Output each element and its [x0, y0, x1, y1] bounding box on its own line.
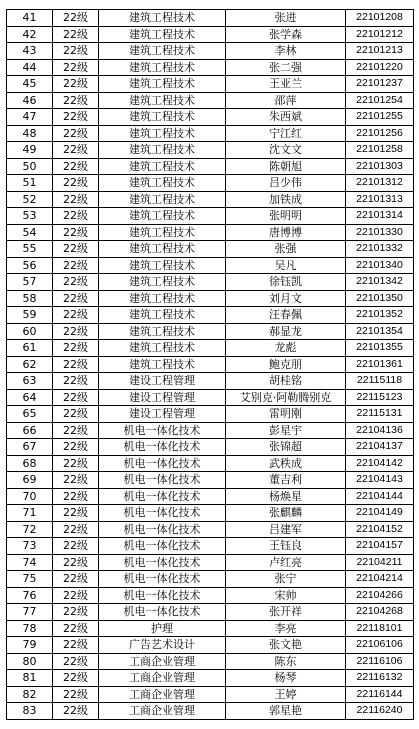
cell-grade: 22级 [53, 274, 99, 291]
cell-number: 81 [7, 670, 53, 687]
cell-name: 王钰良 [226, 538, 346, 555]
cell-name: 宁江红 [226, 125, 346, 142]
table-row [7, 257, 414, 274]
table-row [7, 406, 414, 423]
table-row [7, 373, 414, 390]
table-row [7, 76, 414, 93]
cell-number: 63 [7, 373, 53, 390]
cell-student-id: 22101212 [346, 26, 414, 43]
cell-student-id: 22101332 [346, 241, 414, 258]
table-row [7, 10, 414, 27]
cell-student-id: 22101354 [346, 323, 414, 340]
table-row [7, 43, 414, 60]
cell-student-id: 22116106 [346, 653, 414, 670]
cell-major: 机电一体化技术 [99, 571, 226, 588]
cell-student-id: 22101314 [346, 208, 414, 225]
cell-grade: 22级 [53, 175, 99, 192]
cell-name: 张宁 [226, 571, 346, 588]
cell-student-id: 22116144 [346, 686, 414, 703]
cell-number: 50 [7, 158, 53, 175]
cell-student-id: 22104142 [346, 455, 414, 472]
cell-number: 67 [7, 439, 53, 456]
cell-grade: 22级 [53, 670, 99, 687]
cell-number: 41 [7, 10, 53, 27]
cell-student-id: 22104157 [346, 538, 414, 555]
cell-student-id: 22104268 [346, 604, 414, 621]
cell-student-id: 22115131 [346, 406, 414, 423]
table-row [7, 439, 414, 456]
cell-student-id: 22101313 [346, 191, 414, 208]
cell-major: 工商企业管理 [99, 670, 226, 687]
table-body [7, 10, 414, 720]
cell-name: 李亮 [226, 620, 346, 637]
cell-name: 张进 [226, 10, 346, 27]
cell-grade: 22级 [53, 340, 99, 357]
cell-number: 80 [7, 653, 53, 670]
cell-major: 建筑工程技术 [99, 158, 226, 175]
cell-number: 70 [7, 488, 53, 505]
cell-number: 42 [7, 26, 53, 43]
cell-student-id: 22104136 [346, 422, 414, 439]
table-row [7, 290, 414, 307]
cell-major: 建设工程管理 [99, 389, 226, 406]
cell-grade: 22级 [53, 488, 99, 505]
cell-number: 74 [7, 554, 53, 571]
cell-name: 李林 [226, 43, 346, 60]
cell-student-id: 22101312 [346, 175, 414, 192]
cell-student-id: 22101330 [346, 224, 414, 241]
cell-grade: 22级 [53, 653, 99, 670]
cell-name: 彭星宇 [226, 422, 346, 439]
cell-grade: 22级 [53, 620, 99, 637]
table-row [7, 670, 414, 687]
cell-number: 61 [7, 340, 53, 357]
cell-name: 张学森 [226, 26, 346, 43]
cell-grade: 22级 [53, 521, 99, 538]
table-row [7, 389, 414, 406]
cell-student-id: 22104137 [346, 439, 414, 456]
cell-student-id: 22101350 [346, 290, 414, 307]
table-row [7, 125, 414, 142]
cell-grade: 22级 [53, 406, 99, 423]
cell-grade: 22级 [53, 637, 99, 654]
cell-number: 83 [7, 703, 53, 720]
table-row [7, 637, 414, 654]
cell-major: 建筑工程技术 [99, 340, 226, 357]
table-row [7, 307, 414, 324]
cell-grade: 22级 [53, 158, 99, 175]
cell-major: 机电一体化技术 [99, 488, 226, 505]
cell-number: 60 [7, 323, 53, 340]
cell-student-id: 22104214 [346, 571, 414, 588]
cell-grade: 22级 [53, 505, 99, 522]
cell-student-id: 22104144 [346, 488, 414, 505]
cell-grade: 22级 [53, 373, 99, 390]
table-row [7, 571, 414, 588]
table-row [7, 274, 414, 291]
cell-name: 杨琴 [226, 670, 346, 687]
cell-number: 45 [7, 76, 53, 93]
cell-grade: 22级 [53, 125, 99, 142]
cell-major: 建筑工程技术 [99, 76, 226, 93]
cell-grade: 22级 [53, 59, 99, 76]
table-row [7, 59, 414, 76]
table-row [7, 653, 414, 670]
cell-student-id: 22101342 [346, 274, 414, 291]
cell-number: 62 [7, 356, 53, 373]
cell-student-id: 22101220 [346, 59, 414, 76]
cell-grade: 22级 [53, 142, 99, 159]
cell-name: 张明明 [226, 208, 346, 225]
cell-major: 机电一体化技术 [99, 505, 226, 522]
cell-number: 56 [7, 257, 53, 274]
table-row [7, 356, 414, 373]
cell-name: 张锦超 [226, 439, 346, 456]
cell-major: 机电一体化技术 [99, 604, 226, 621]
cell-major: 建筑工程技术 [99, 356, 226, 373]
cell-grade: 22级 [53, 241, 99, 258]
cell-major: 建筑工程技术 [99, 125, 226, 142]
cell-number: 44 [7, 59, 53, 76]
cell-grade: 22级 [53, 43, 99, 60]
cell-student-id: 22101340 [346, 257, 414, 274]
cell-grade: 22级 [53, 587, 99, 604]
cell-student-id: 22101208 [346, 10, 414, 27]
table-row [7, 109, 414, 126]
cell-number: 47 [7, 109, 53, 126]
cell-name: 张开祥 [226, 604, 346, 621]
cell-major: 建设工程管理 [99, 406, 226, 423]
cell-name: 武秩成 [226, 455, 346, 472]
table-row [7, 703, 414, 720]
cell-number: 73 [7, 538, 53, 555]
cell-name: 王亚兰 [226, 76, 346, 93]
cell-student-id: 22101237 [346, 76, 414, 93]
cell-grade: 22级 [53, 26, 99, 43]
cell-major: 机电一体化技术 [99, 422, 226, 439]
cell-name: 鲍克朋 [226, 356, 346, 373]
table-row [7, 158, 414, 175]
cell-grade: 22级 [53, 92, 99, 109]
cell-major: 建筑工程技术 [99, 208, 226, 225]
cell-number: 43 [7, 43, 53, 60]
table-row [7, 686, 414, 703]
table-row [7, 422, 414, 439]
cell-name: 艾别克·阿勒腾别克 [226, 389, 346, 406]
cell-student-id: 22101361 [346, 356, 414, 373]
cell-name: 龙彪 [226, 340, 346, 357]
cell-student-id: 22101254 [346, 92, 414, 109]
cell-name: 郭星艳 [226, 703, 346, 720]
cell-major: 机电一体化技术 [99, 538, 226, 555]
cell-number: 58 [7, 290, 53, 307]
cell-major: 建筑工程技术 [99, 290, 226, 307]
cell-major: 建筑工程技术 [99, 10, 226, 27]
cell-grade: 22级 [53, 686, 99, 703]
cell-name: 张文艳 [226, 637, 346, 654]
cell-grade: 22级 [53, 224, 99, 241]
cell-major: 建筑工程技术 [99, 274, 226, 291]
cell-number: 53 [7, 208, 53, 225]
cell-grade: 22级 [53, 257, 99, 274]
cell-major: 建筑工程技术 [99, 307, 226, 324]
cell-major: 工商企业管理 [99, 686, 226, 703]
cell-major: 机电一体化技术 [99, 472, 226, 489]
cell-number: 65 [7, 406, 53, 423]
cell-name: 王婷 [226, 686, 346, 703]
cell-name: 吴凡 [226, 257, 346, 274]
cell-name: 沈文文 [226, 142, 346, 159]
table-row [7, 620, 414, 637]
cell-number: 66 [7, 422, 53, 439]
cell-number: 72 [7, 521, 53, 538]
cell-number: 79 [7, 637, 53, 654]
cell-student-id: 22115123 [346, 389, 414, 406]
cell-grade: 22级 [53, 422, 99, 439]
cell-student-id: 22101255 [346, 109, 414, 126]
cell-name: 张二强 [226, 59, 346, 76]
cell-name: 陈东 [226, 653, 346, 670]
cell-student-id: 22104266 [346, 587, 414, 604]
cell-number: 51 [7, 175, 53, 192]
cell-name: 朱西斌 [226, 109, 346, 126]
cell-name: 汪春佩 [226, 307, 346, 324]
cell-major: 建筑工程技术 [99, 92, 226, 109]
cell-student-id: 22104211 [346, 554, 414, 571]
cell-grade: 22级 [53, 10, 99, 27]
cell-grade: 22级 [53, 703, 99, 720]
cell-grade: 22级 [53, 571, 99, 588]
cell-major: 建筑工程技术 [99, 142, 226, 159]
cell-major: 广告艺术设计 [99, 637, 226, 654]
cell-name: 卢红亮 [226, 554, 346, 571]
cell-major: 机电一体化技术 [99, 439, 226, 456]
cell-student-id: 22104143 [346, 472, 414, 489]
cell-major: 机电一体化技术 [99, 521, 226, 538]
cell-number: 78 [7, 620, 53, 637]
cell-student-id: 22106106 [346, 637, 414, 654]
cell-major: 机电一体化技术 [99, 455, 226, 472]
table-row [7, 455, 414, 472]
cell-grade: 22级 [53, 76, 99, 93]
cell-name: 陈朝旭 [226, 158, 346, 175]
cell-number: 48 [7, 125, 53, 142]
cell-number: 64 [7, 389, 53, 406]
cell-name: 郝显龙 [226, 323, 346, 340]
cell-number: 68 [7, 455, 53, 472]
cell-number: 76 [7, 587, 53, 604]
cell-grade: 22级 [53, 439, 99, 456]
cell-student-id: 22101352 [346, 307, 414, 324]
cell-major: 建筑工程技术 [99, 26, 226, 43]
cell-number: 46 [7, 92, 53, 109]
table-row [7, 175, 414, 192]
cell-number: 52 [7, 191, 53, 208]
cell-name: 董吉利 [226, 472, 346, 489]
student-list-table [6, 9, 414, 720]
cell-major: 建筑工程技术 [99, 43, 226, 60]
cell-grade: 22级 [53, 307, 99, 324]
cell-number: 49 [7, 142, 53, 159]
cell-major: 护理 [99, 620, 226, 637]
cell-number: 77 [7, 604, 53, 621]
cell-name: 徐钰凯 [226, 274, 346, 291]
table-row [7, 92, 414, 109]
cell-major: 建筑工程技术 [99, 224, 226, 241]
cell-number: 82 [7, 686, 53, 703]
cell-student-id: 22101258 [346, 142, 414, 159]
cell-major: 建筑工程技术 [99, 323, 226, 340]
cell-number: 71 [7, 505, 53, 522]
cell-number: 55 [7, 241, 53, 258]
cell-major: 机电一体化技术 [99, 554, 226, 571]
cell-number: 54 [7, 224, 53, 241]
cell-major: 建筑工程技术 [99, 191, 226, 208]
cell-name: 张强 [226, 241, 346, 258]
cell-name: 杨焕星 [226, 488, 346, 505]
cell-grade: 22级 [53, 554, 99, 571]
table-row [7, 604, 414, 621]
cell-major: 建筑工程技术 [99, 257, 226, 274]
cell-grade: 22级 [53, 191, 99, 208]
cell-number: 69 [7, 472, 53, 489]
cell-student-id: 22104149 [346, 505, 414, 522]
table-row [7, 538, 414, 555]
cell-major: 工商企业管理 [99, 703, 226, 720]
cell-major: 建筑工程技术 [99, 59, 226, 76]
cell-major: 建设工程管理 [99, 373, 226, 390]
table-row [7, 472, 414, 489]
cell-name: 唐博博 [226, 224, 346, 241]
cell-major: 建筑工程技术 [99, 241, 226, 258]
table-row [7, 505, 414, 522]
table-row [7, 208, 414, 225]
cell-major: 建筑工程技术 [99, 109, 226, 126]
table-row [7, 587, 414, 604]
cell-student-id: 22115118 [346, 373, 414, 390]
cell-major: 机电一体化技术 [99, 587, 226, 604]
cell-name: 胡桂铭 [226, 373, 346, 390]
cell-number: 59 [7, 307, 53, 324]
cell-name: 张麒麟 [226, 505, 346, 522]
cell-number: 75 [7, 571, 53, 588]
cell-grade: 22级 [53, 604, 99, 621]
table-row [7, 323, 414, 340]
cell-grade: 22级 [53, 356, 99, 373]
cell-student-id: 22118101 [346, 620, 414, 637]
cell-student-id: 22101213 [346, 43, 414, 60]
cell-name: 加铁成 [226, 191, 346, 208]
table-row [7, 340, 414, 357]
cell-grade: 22级 [53, 455, 99, 472]
cell-student-id: 22101355 [346, 340, 414, 357]
table-row [7, 224, 414, 241]
cell-grade: 22级 [53, 472, 99, 489]
cell-number: 57 [7, 274, 53, 291]
table-row [7, 554, 414, 571]
cell-student-id: 22101303 [346, 158, 414, 175]
cell-grade: 22级 [53, 290, 99, 307]
cell-name: 吕建军 [226, 521, 346, 538]
cell-student-id: 22101256 [346, 125, 414, 142]
cell-name: 刘月文 [226, 290, 346, 307]
cell-student-id: 22116240 [346, 703, 414, 720]
cell-name: 邵萍 [226, 92, 346, 109]
table-row [7, 241, 414, 258]
cell-grade: 22级 [53, 208, 99, 225]
cell-name: 宋帅 [226, 587, 346, 604]
cell-student-id: 22116132 [346, 670, 414, 687]
table-row [7, 191, 414, 208]
cell-major: 建筑工程技术 [99, 175, 226, 192]
table-row [7, 142, 414, 159]
table-row [7, 488, 414, 505]
cell-student-id: 22104152 [346, 521, 414, 538]
cell-grade: 22级 [53, 323, 99, 340]
cell-grade: 22级 [53, 389, 99, 406]
cell-major: 工商企业管理 [99, 653, 226, 670]
cell-name: 吕少伟 [226, 175, 346, 192]
cell-grade: 22级 [53, 109, 99, 126]
table-row [7, 26, 414, 43]
table-row [7, 521, 414, 538]
cell-name: 雷明刚 [226, 406, 346, 423]
cell-grade: 22级 [53, 538, 99, 555]
